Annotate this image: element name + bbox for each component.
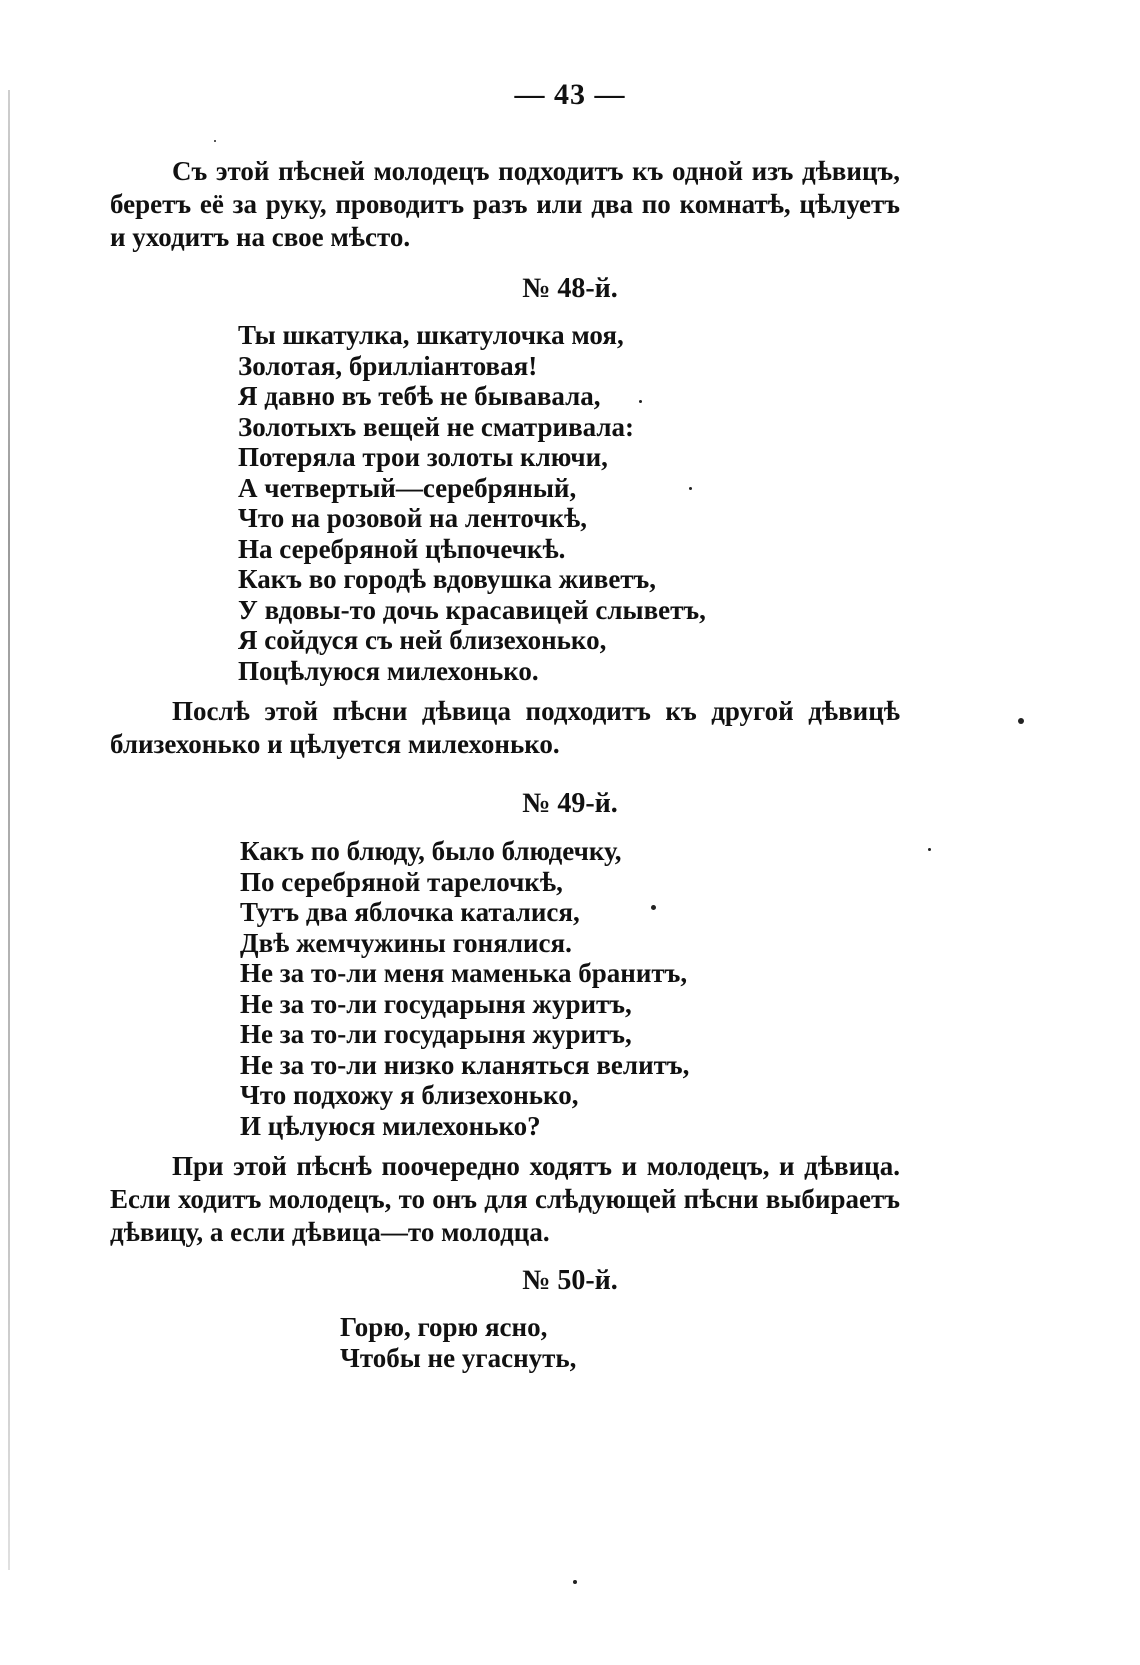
print-speck	[928, 848, 931, 851]
verse-line: Поцѣлуюся милехонько.	[238, 655, 539, 686]
song-48-verse	[238, 320, 706, 686]
verse-line: Тутъ два яблочка каталися,	[240, 897, 580, 927]
verse-line: Золотая, брилліантовая!	[238, 350, 538, 381]
intro-text: Съ этой пѣсней молодецъ подходитъ къ одной изъ дѣвицъ, беретъ её за руку, проводитъ разъ или два по комнатѣ, цѣлуетъ и уходитъ на свое мѣсто.	[110, 156, 900, 252]
page-number: — 43 —	[514, 78, 626, 111]
verse-line: Я давно въ тебѣ не бывавала,	[238, 381, 601, 411]
verse-line: Не за то-ли меня маменька бранитъ,	[240, 958, 688, 988]
verse-line: Золотыхъ вещей не сматривала:	[238, 411, 635, 442]
verse-line: У вдовы-то дочь красавицей слыветъ,	[238, 594, 706, 625]
verse-line: По серебряной тарелочкѣ,	[240, 866, 563, 897]
song-50-verse	[340, 1312, 576, 1373]
page-edge-shadow	[8, 90, 10, 1570]
verse-line: На серебряной цѣпочечкѣ.	[238, 533, 566, 564]
song-48-note	[110, 695, 900, 761]
intro-paragraph	[110, 155, 900, 254]
song-49-verse	[240, 836, 689, 1141]
verse-line: Двѣ жемчужины гонялися.	[240, 927, 572, 958]
verse-line: Я сойдуся съ ней близехонько,	[238, 625, 607, 655]
verse-line: Не за то-ли низко кланяться велитъ,	[240, 1049, 690, 1080]
print-speck	[689, 487, 692, 490]
verse-line: Что подхожу я близехонько,	[240, 1080, 579, 1110]
song-48-note-text: Послѣ этой пѣсни дѣвица подходитъ къ другой дѣвицѣ близехонько и цѣлуется милехонько.	[110, 696, 900, 759]
song-50-heading: № 50-й.	[522, 1265, 618, 1296]
verse-line: Не за то-ли государыня журитъ,	[240, 1019, 632, 1049]
verse-line: А четвертый—серебряный,	[238, 472, 577, 503]
verse-line: Какъ во городѣ вдовушка живетъ,	[238, 564, 657, 594]
verse-line: Какъ по блюду, было блюдечку,	[240, 836, 622, 866]
verse-line: Потеряла трои золоты ключи,	[238, 442, 608, 472]
print-speck	[651, 905, 656, 910]
song-49-heading: № 49-й.	[522, 788, 618, 819]
verse-line: И цѣлуюся милехонько?	[240, 1110, 541, 1141]
print-speck	[639, 400, 642, 403]
print-speck	[1018, 718, 1024, 724]
print-speck	[214, 140, 216, 142]
print-speck	[573, 1580, 577, 1584]
song-49-note-text: При этой пѣснѣ поочередно ходятъ и молодецъ, и дѣвица. Если ходитъ молодецъ, то онъ для слѣдующей пѣсни выбираетъ дѣвицу, а если дѣвица—то молодца.	[110, 1151, 900, 1247]
verse-line: Горю, горю ясно,	[340, 1312, 548, 1342]
verse-line: Ты шкатулка, шкатулочка моя,	[238, 320, 624, 350]
song-49-note	[110, 1150, 900, 1249]
verse-line: Не за то-ли государыня журитъ,	[240, 988, 632, 1019]
verse-line: Что на розовой на ленточкѣ,	[238, 503, 587, 533]
verse-line: Чтобы не угаснуть,	[340, 1342, 577, 1373]
song-48-heading: № 48-й.	[522, 273, 618, 304]
